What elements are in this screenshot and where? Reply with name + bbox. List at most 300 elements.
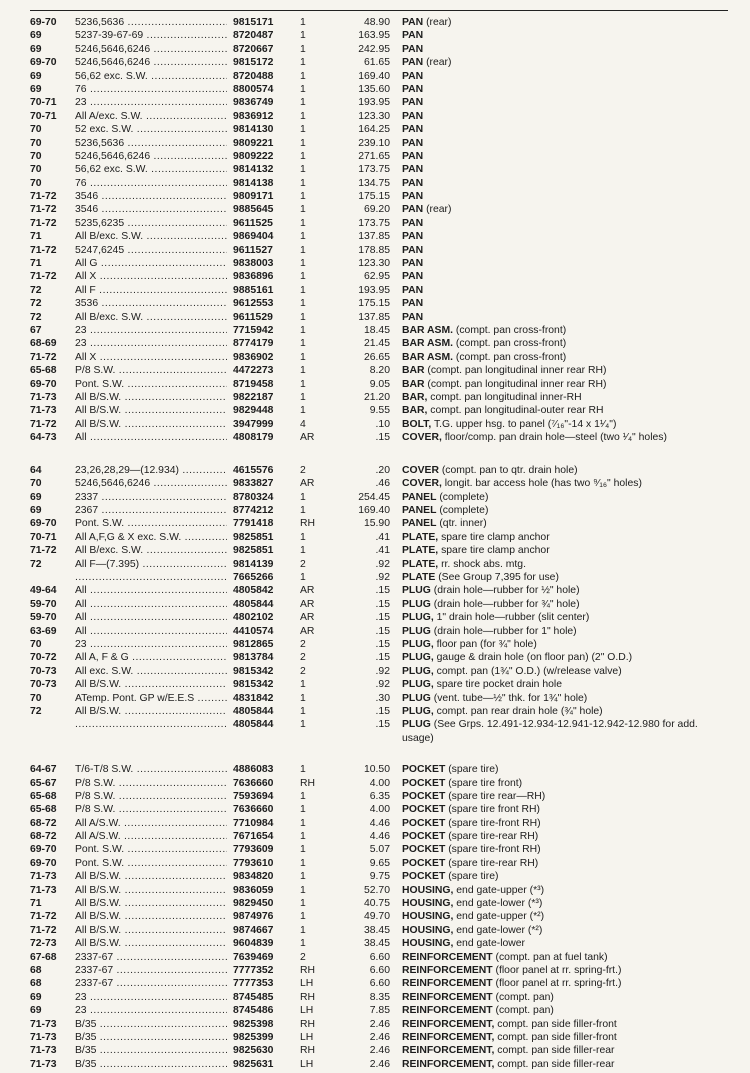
year-cell: 70-72 [30, 652, 57, 664]
part-number-cell: 8774212 [233, 505, 274, 517]
part-number-cell: 3947999 [233, 418, 274, 430]
part-name: PAN [402, 150, 424, 162]
year-cell: 69 [30, 30, 42, 42]
table-row [0, 678, 750, 691]
quantity-cell: 1 [300, 898, 306, 910]
year-cell: 71-72 [30, 271, 57, 283]
table-row [0, 56, 750, 69]
year-cell: 71-73 [30, 871, 57, 883]
part-number-cell: 7777352 [233, 964, 274, 976]
table-row [0, 1044, 750, 1057]
models-cell: All B/S.W. ..... [75, 678, 227, 691]
price-cell: 38.45 [363, 938, 390, 950]
models-cell: All B/exc. S.W. ..... [75, 230, 227, 243]
year-cell: 69 [30, 43, 42, 55]
part-number-cell: 8720488 [233, 70, 274, 82]
part-name: POCKET [402, 790, 446, 802]
part-name: PAN [402, 284, 424, 296]
price-cell: 254.45 [358, 491, 390, 503]
models-cell: All ..... [75, 611, 227, 624]
part-description: end gate-lower [456, 938, 526, 950]
table-row [0, 217, 750, 230]
part-description: T.G. upper hsg. to panel (⁷⁄₁₆"-14 x 1¹⁄₄") [433, 418, 617, 430]
quantity-cell: 1 [300, 338, 306, 350]
quantity-cell: 2 [300, 951, 306, 963]
table-row [0, 230, 750, 243]
description-cell [402, 977, 732, 990]
quantity-cell: 1 [300, 705, 306, 717]
part-description: gauge & drain hole (on floor pan) (2" O.D.) [436, 652, 633, 664]
quantity-cell: RH [300, 991, 316, 1003]
table-row [0, 692, 750, 705]
price-cell: 239.10 [358, 137, 390, 149]
models-cell: 56,62 exc. S.W. ..... [75, 70, 227, 83]
table-row [0, 790, 750, 803]
year-cell: 68 [30, 978, 42, 990]
quantity-cell: 1 [300, 124, 306, 136]
part-description: (compt. pan cross-front) [455, 351, 567, 363]
models-cell: All B/exc. S.W. ..... [75, 544, 227, 557]
part-name: BAR ASM. [402, 338, 453, 350]
price-cell: 4.46 [369, 817, 390, 829]
quantity-cell: 1 [300, 164, 306, 176]
quantity-cell: 1 [300, 938, 306, 950]
quantity-cell: 1 [300, 191, 306, 203]
part-description: (spare tire-front RH) [448, 817, 541, 829]
part-number-cell: 8719458 [233, 378, 274, 390]
table-row [0, 177, 750, 190]
part-name: POCKET [402, 777, 446, 789]
models-cell: 2337 ..... [75, 491, 227, 504]
table-row [0, 1058, 750, 1071]
year-cell: 59-70 [30, 612, 57, 624]
table-row [0, 491, 750, 504]
table-row [0, 924, 750, 937]
part-description: (drain hole—rubber for ¾" hole) [433, 598, 580, 610]
description-cell [402, 464, 732, 477]
description-cell [402, 611, 732, 624]
part-name: COVER, [402, 478, 442, 490]
part-name: PAN [402, 177, 424, 189]
models-cell: 23 ..... [75, 991, 227, 1004]
quantity-cell: 2 [300, 665, 306, 677]
quantity-cell: 1 [300, 679, 306, 691]
table-row [0, 418, 750, 431]
quantity-cell: AR [300, 478, 315, 490]
part-name: BAR ASM. [402, 324, 453, 336]
year-cell: 71-73 [30, 405, 57, 417]
description-cell [402, 364, 732, 377]
description-cell [402, 870, 732, 883]
year-cell: 64 [30, 464, 42, 476]
table-row [0, 163, 750, 176]
part-name: PLATE, [402, 545, 439, 557]
table-row [0, 857, 750, 870]
part-number-cell: 7636660 [233, 804, 274, 816]
table-row [0, 937, 750, 950]
quantity-cell: 1 [300, 572, 306, 584]
models-cell: T/6-T/8 S.W. ..... [75, 763, 227, 776]
part-description: compt. pan side filler-rear [497, 1058, 615, 1070]
part-number-cell: 9833827 [233, 478, 274, 490]
description-cell [402, 311, 732, 324]
description-cell [402, 857, 732, 870]
quantity-cell: 1 [300, 17, 306, 28]
description-cell [402, 1058, 732, 1071]
year-cell: 68 [30, 964, 42, 976]
price-cell: 137.85 [358, 231, 390, 243]
part-description: floor pan (for ¾" hole) [436, 638, 537, 650]
table-row [0, 284, 750, 297]
price-cell: 4.00 [369, 804, 390, 816]
description-cell [402, 43, 732, 56]
year-cell: 68-72 [30, 817, 57, 829]
description-cell [402, 705, 732, 718]
price-cell: 169.40 [358, 505, 390, 517]
table-row [0, 777, 750, 790]
part-description: end gate-upper (*²) [456, 911, 545, 923]
year-cell: 64-73 [30, 432, 57, 444]
models-cell: 76 ..... [75, 177, 227, 190]
description-cell [402, 418, 732, 431]
quantity-cell: 1 [300, 692, 306, 704]
price-cell: .15 [375, 585, 390, 597]
table-row [0, 991, 750, 1004]
part-name: PLUG [402, 719, 431, 731]
description-cell [402, 244, 732, 257]
part-number-cell: 9874976 [233, 911, 274, 923]
description-cell [402, 817, 732, 830]
part-description: compt. pan longitudinal-outer rear RH [430, 405, 604, 417]
year-cell: 69-70 [30, 844, 57, 856]
price-cell: 2.46 [369, 1058, 390, 1070]
description-cell [402, 651, 732, 664]
quantity-cell: 1 [300, 884, 306, 896]
part-name: PAN [402, 124, 424, 136]
price-cell: .15 [375, 638, 390, 650]
part-name: REINFORCEMENT, [402, 1018, 495, 1030]
models-cell: ATemp. Pont. GP w/E.E.S ..... [75, 692, 227, 705]
part-number-cell: 9809171 [233, 191, 274, 203]
models-cell: Pont. S.W. ..... [75, 843, 227, 856]
table-row [0, 190, 750, 203]
models-cell [75, 571, 227, 584]
quantity-cell: 1 [300, 204, 306, 216]
table-row [0, 571, 750, 584]
part-name: BOLT, [402, 418, 432, 430]
part-number-cell: 9611527 [233, 244, 273, 256]
part-number-cell: 4831842 [233, 692, 274, 704]
part-number-cell: 9814130 [233, 124, 274, 136]
part-description: spare tire pocket drain hole [436, 679, 562, 691]
part-description: (rear) [426, 17, 452, 28]
price-cell: 21.20 [363, 391, 390, 403]
part-number-cell: 9825398 [233, 1018, 274, 1030]
description-cell [402, 571, 732, 584]
part-description: (drain hole—rubber for ½" hole) [433, 585, 580, 597]
part-description: (floor panel at rr. spring-frt.) [495, 964, 622, 976]
year-cell: 59-70 [30, 598, 57, 610]
price-cell: 2.46 [369, 1018, 390, 1030]
table-row [0, 137, 750, 150]
part-name: REINFORCEMENT, [402, 1031, 495, 1043]
part-name: PAN [402, 298, 424, 310]
table-row [0, 96, 750, 109]
part-number-cell: 7793609 [233, 844, 274, 856]
part-number-cell: 9825851 [233, 531, 274, 543]
part-name: HOUSING, [402, 924, 454, 936]
description-cell [402, 284, 732, 297]
models-cell: 5237-39-67-69 ..... [75, 29, 227, 42]
year-cell: 70 [30, 177, 42, 189]
models-cell: Pont. S.W. ..... [75, 857, 227, 870]
models-cell: All B/S.W. ..... [75, 937, 227, 950]
quantity-cell: 2 [300, 652, 306, 664]
quantity-cell: 2 [300, 638, 306, 650]
part-description: (compt. pan cross-front) [455, 324, 567, 336]
table-row [0, 270, 750, 283]
models-cell: P/8 S.W. ..... [75, 790, 227, 803]
part-description: compt. pan (1¾" O.D.) (w/release valve) [436, 665, 622, 677]
quantity-cell: 1 [300, 531, 306, 543]
description-cell [402, 777, 732, 790]
year-cell: 72 [30, 298, 42, 310]
description-cell [402, 1004, 732, 1017]
part-description: (complete) [439, 505, 489, 517]
description-cell [402, 404, 732, 417]
quantity-cell: 1 [300, 351, 306, 363]
year-cell: 69-70 [30, 17, 57, 28]
models-cell: All X ..... [75, 351, 227, 364]
year-cell: 71-72 [30, 244, 57, 256]
quantity-cell: 1 [300, 258, 306, 270]
part-name: PLUG [402, 598, 431, 610]
models-cell: All B/S.W. ..... [75, 705, 227, 718]
models-cell: All A, F & G ..... [75, 651, 227, 664]
description-cell [402, 692, 732, 705]
part-name: PAN [402, 17, 424, 28]
description-cell [402, 29, 732, 42]
year-cell: 72 [30, 311, 42, 323]
table-row [0, 638, 750, 651]
price-cell: .15 [375, 598, 390, 610]
part-name: PANEL [402, 491, 437, 503]
description-cell [402, 964, 732, 977]
price-cell: 7.85 [369, 1005, 390, 1017]
models-cell: 5247,6245 ..... [75, 244, 227, 257]
price-cell: .15 [375, 719, 390, 731]
part-name: PAN [402, 244, 424, 256]
year-cell: 71 [30, 898, 42, 910]
part-name: PLUG [402, 625, 431, 637]
part-description: (spare tire) [448, 871, 499, 883]
part-number-cell: 9836749 [233, 97, 274, 109]
part-name: POCKET [402, 871, 446, 883]
year-cell: 65-68 [30, 804, 57, 816]
models-cell: All F—(7.395) ..... [75, 558, 227, 571]
table-row [0, 718, 750, 745]
description-cell [402, 531, 732, 544]
part-number-cell: 4615576 [233, 464, 274, 476]
models-cell: All B/S.W. ..... [75, 404, 227, 417]
table-row [0, 150, 750, 163]
price-cell: 164.25 [358, 124, 390, 136]
part-name: PAN [402, 217, 424, 229]
year-cell: 72 [30, 558, 42, 570]
table-row [0, 531, 750, 544]
part-description: (drain hole—rubber for 1" hole) [433, 625, 577, 637]
year-cell: 70 [30, 124, 42, 136]
models-cell: 56,62 exc. S.W. ..... [75, 163, 227, 176]
description-cell [402, 1018, 732, 1031]
part-name: PAN [402, 204, 424, 216]
quantity-cell: 1 [300, 83, 306, 95]
year-cell: 49-64 [30, 585, 57, 597]
part-name: PAN [402, 97, 424, 109]
price-cell: 137.85 [358, 311, 390, 323]
part-number-cell: 9885161 [233, 284, 274, 296]
description-cell [402, 137, 732, 150]
price-cell: .10 [375, 418, 390, 430]
part-number-cell: 4805844 [233, 719, 274, 731]
year-cell: 72-73 [30, 938, 57, 950]
part-number-cell: 9815342 [233, 679, 274, 691]
part-name: REINFORCEMENT [402, 1005, 493, 1017]
year-cell: 72 [30, 705, 42, 717]
part-description: (spare tire front RH) [448, 804, 541, 816]
part-description: compt. pan rear drain hole (¾" hole) [436, 705, 603, 717]
part-name: HOUSING, [402, 938, 454, 950]
table-row [0, 651, 750, 664]
description-cell [402, 951, 732, 964]
table-row [0, 897, 750, 910]
table-row [0, 964, 750, 977]
description-cell [402, 584, 732, 597]
price-cell: 163.95 [358, 30, 390, 42]
year-cell: 71-73 [30, 1058, 57, 1070]
year-cell: 71-72 [30, 217, 57, 229]
part-name: REINFORCEMENT [402, 978, 493, 990]
year-cell: 70 [30, 137, 42, 149]
description-cell [402, 790, 732, 803]
price-cell: 123.30 [358, 110, 390, 122]
table-row [0, 351, 750, 364]
price-cell: 9.75 [369, 871, 390, 883]
part-description: (See Grps. 12.491-12.934-12.941-12.942-12.980 for add. usage) [402, 719, 698, 744]
models-cell: All exc. S.W. ..... [75, 665, 227, 678]
part-description: (spare tire) [448, 764, 499, 776]
quantity-cell: 1 [300, 311, 306, 323]
table-row [0, 297, 750, 310]
quantity-cell: 1 [300, 391, 306, 403]
year-cell: 71-72 [30, 911, 57, 923]
price-cell: 173.75 [358, 164, 390, 176]
models-cell: P/8 S.W. ..... [75, 803, 227, 816]
price-cell: 15.90 [363, 518, 390, 530]
part-number-cell: 9836902 [233, 351, 274, 363]
table-row [0, 464, 750, 477]
part-name: PAN [402, 110, 424, 122]
quantity-cell: 1 [300, 217, 306, 229]
table-row [0, 870, 750, 883]
part-description: (spare tire front) [448, 777, 523, 789]
description-cell [402, 884, 732, 897]
description-cell [402, 517, 732, 530]
part-name: PLATE, [402, 558, 439, 570]
description-cell [402, 910, 732, 923]
models-cell: 23,26,28,29—(12.934) ..... [75, 464, 227, 477]
year-cell: 68-72 [30, 831, 57, 843]
price-cell: 40.75 [363, 898, 390, 910]
year-cell: 69 [30, 505, 42, 517]
models-cell: All B/S.W. ..... [75, 910, 227, 923]
table-row [0, 625, 750, 638]
models-cell: 3536 ..... [75, 297, 227, 310]
price-cell: .15 [375, 625, 390, 637]
part-number-cell: 9822187 [233, 391, 274, 403]
part-number-cell: 7791418 [233, 518, 274, 530]
quantity-cell: LH [300, 1058, 314, 1070]
part-number-cell: 9836912 [233, 110, 274, 122]
price-cell: 175.15 [358, 191, 390, 203]
table-row [0, 16, 750, 29]
table-row [0, 431, 750, 458]
part-number-cell: 4805842 [233, 585, 274, 597]
year-cell: 65-68 [30, 790, 57, 802]
part-name: HOUSING, [402, 898, 454, 910]
models-cell: 5246,5646,6246 ..... [75, 56, 227, 69]
part-name: PAN [402, 191, 424, 203]
part-description: (vent. tube—½" thk. for 1¾" hole) [433, 692, 588, 704]
price-cell: 135.60 [358, 83, 390, 95]
table-row [0, 83, 750, 96]
description-cell [402, 123, 732, 136]
price-cell: 52.70 [363, 884, 390, 896]
description-cell [402, 598, 732, 611]
part-description: (complete) [439, 491, 489, 503]
table-row [0, 517, 750, 530]
year-cell: 71-72 [30, 418, 57, 430]
part-number-cell: 8780324 [233, 491, 274, 503]
description-cell [402, 803, 732, 816]
part-description: (rear) [426, 204, 452, 216]
quantity-cell: 2 [300, 464, 306, 476]
price-cell: 10.50 [363, 764, 390, 776]
quantity-cell: 1 [300, 244, 306, 256]
part-number-cell: 8745486 [233, 1005, 274, 1017]
table-row [0, 43, 750, 56]
price-cell: 242.95 [358, 43, 390, 55]
description-cell [402, 504, 732, 517]
quantity-cell: RH [300, 964, 316, 976]
part-name: PLUG [402, 585, 431, 597]
part-name: PLUG, [402, 638, 434, 650]
quantity-cell: 1 [300, 790, 306, 802]
quantity-cell: AR [300, 612, 315, 624]
models-cell: B/35 ..... [75, 1058, 227, 1071]
part-number-cell: 9825630 [233, 1045, 274, 1057]
year-cell: 70-71 [30, 97, 57, 109]
models-cell: 5236,5636 ..... [75, 137, 227, 150]
models-cell: B/35 ..... [75, 1044, 227, 1057]
part-name: POCKET [402, 804, 446, 816]
table-row [0, 598, 750, 611]
description-cell [402, 843, 732, 856]
part-number-cell: 9825851 [233, 545, 274, 557]
quantity-cell: 1 [300, 177, 306, 189]
table-row [0, 1004, 750, 1017]
description-cell [402, 217, 732, 230]
